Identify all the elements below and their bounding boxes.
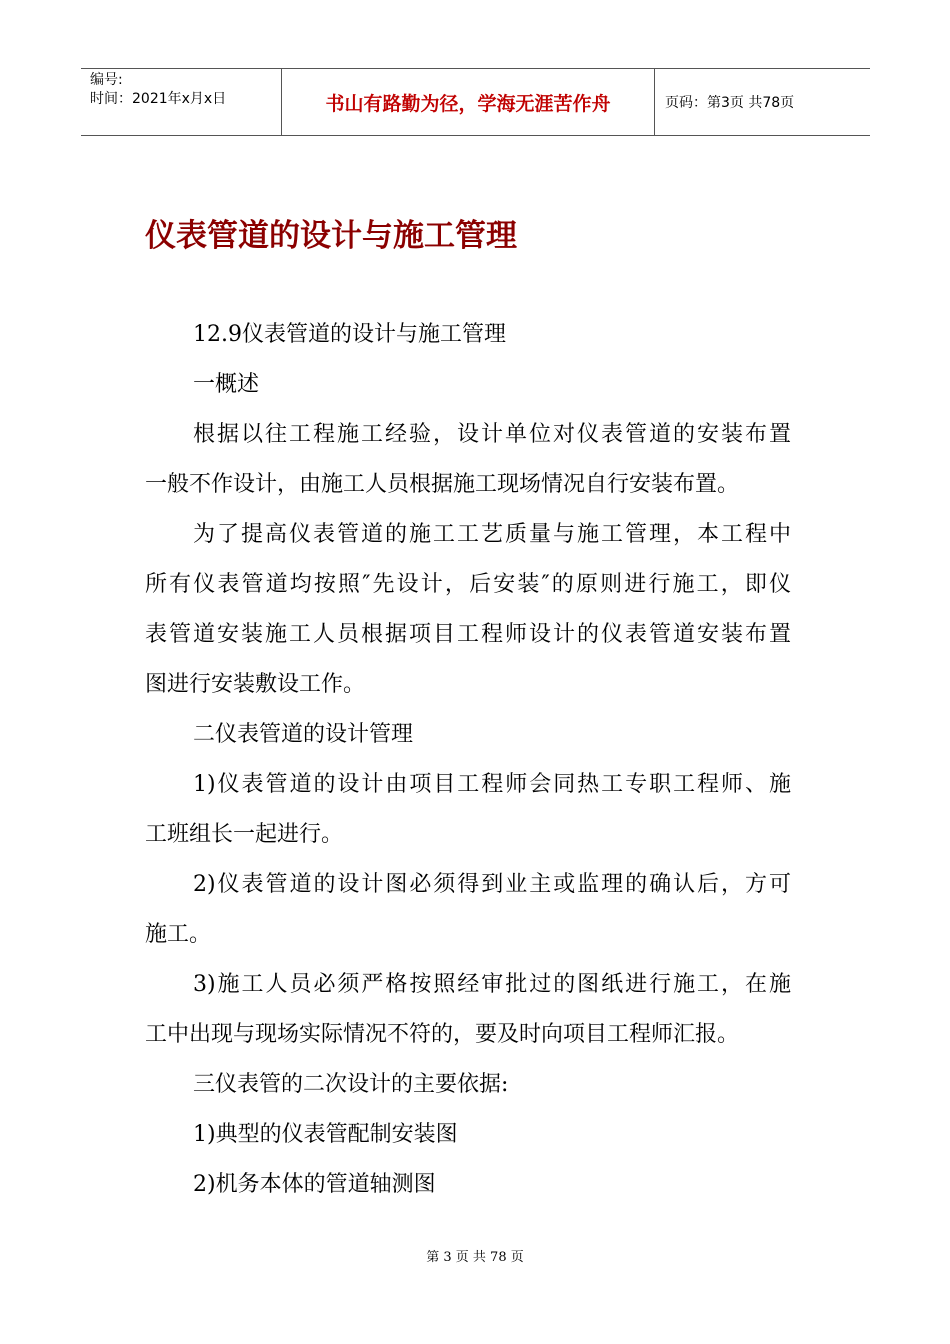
document-body — [145, 310, 791, 1210]
paragraph-line: 所有仪表管道均按照″先设计，后安装″的原则进行施工，即仪 — [145, 572, 792, 597]
document-number-label: 编号: — [90, 72, 123, 88]
header-page-cell — [655, 69, 870, 135]
section-heading: 12.9仪表管道的设计与施工管理 — [193, 322, 506, 347]
list-item-line: 1)典型的仪表管配制安装图 — [193, 1122, 458, 1147]
section-heading: 一概述 — [193, 372, 260, 397]
list-item-line: 1)仪表管道的设计由项目工程师会同热工专职工程师、施 — [193, 772, 791, 797]
list-item-line: 施工。 — [145, 922, 212, 947]
header-page-info: 页码：第3页 共78页 — [665, 95, 795, 111]
paragraph-line: 表管道安装施工人员根据项目工程师设计的仪表管道安装布置 — [145, 622, 791, 647]
paragraph-line: 为了提高仪表管道的施工工艺质量与施工管理，本工程中 — [193, 522, 791, 547]
header-motto: 书山有路勤为径，学海无涯苦作舟 — [325, 92, 611, 115]
paragraph-line: 一般不作设计，由施工人员根据施工现场情况自行安装布置。 — [145, 472, 740, 497]
document-time-label: 时间：2021年x月x日 — [90, 91, 227, 107]
list-item-line: 工班组长一起进行。 — [145, 822, 344, 847]
section-heading: 二仪表管道的设计管理 — [193, 722, 414, 747]
header-table — [81, 68, 870, 136]
paragraph-line: 图进行安装敷设工作。 — [145, 672, 366, 697]
header-meta-cell — [81, 69, 282, 135]
document-title: 仪表管道的设计与施工管理 — [145, 218, 517, 254]
section-heading: 三仪表管的二次设计的主要依据: — [193, 1072, 509, 1097]
list-item-line: 3)施工人员必须严格按照经审批过的图纸进行施工，在施 — [193, 972, 791, 997]
page-footer: 第 3 页 共 78 页 — [426, 1250, 524, 1265]
list-item-line: 2)机务本体的管道轴测图 — [193, 1172, 436, 1197]
list-item-line: 工中出现与现场实际情况不符的，要及时向项目工程师汇报。 — [145, 1022, 740, 1047]
header-motto-cell — [282, 69, 655, 135]
list-item-line: 2)仪表管道的设计图必须得到业主或监理的确认后，方可 — [193, 872, 791, 897]
paragraph-line: 根据以往工程施工经验，设计单位对仪表管道的安装布置 — [193, 422, 791, 447]
